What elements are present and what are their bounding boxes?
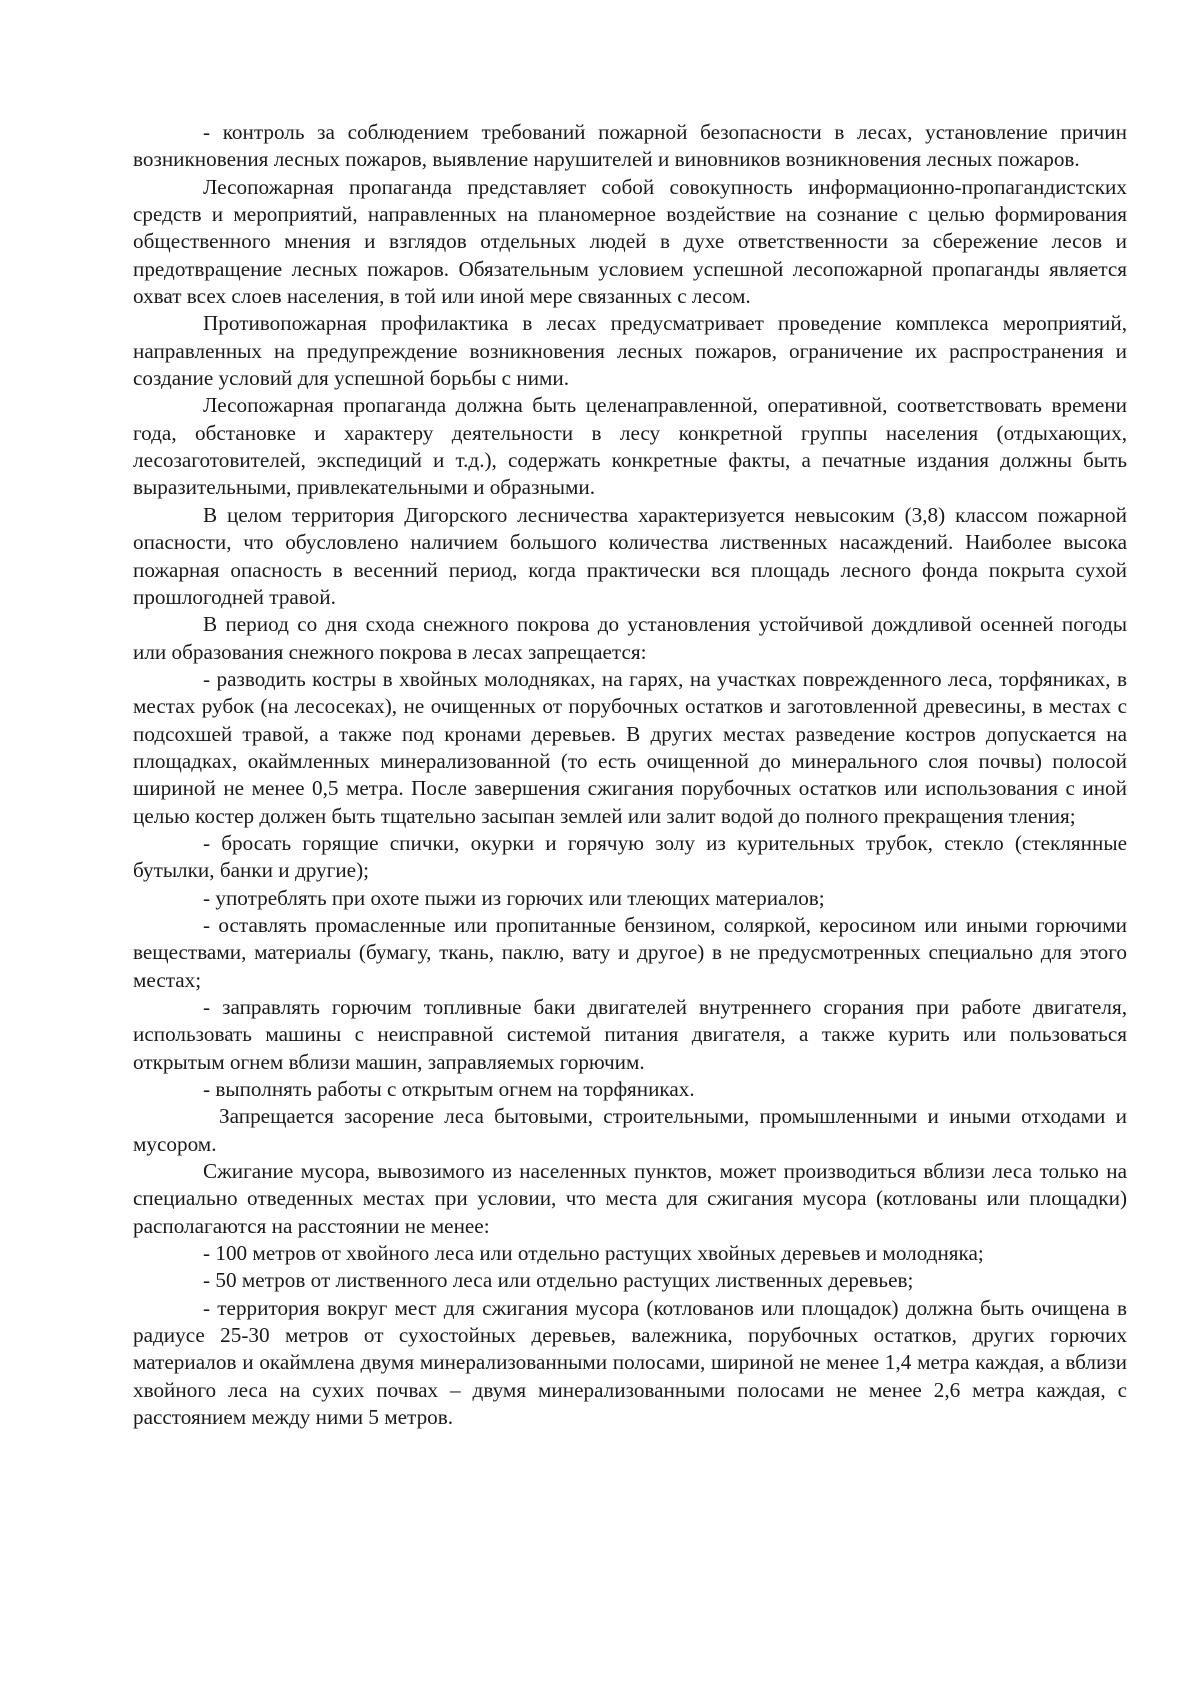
list-item-oily-materials: - оставлять промасленные или пропитанные бензином, соляркой, керосином или иными горючими веществами, материалы (бумагу, ткань, паклю, вату и другое) в не предусмотренных специально для этого местах;	[133, 912, 1127, 992]
list-item-distance-conifer: - 100 метров от хвойного леса или отдельно растущих хвойных деревьев и молодняка;	[203, 1241, 984, 1266]
paragraph-territory-fire-class: В целом территория Дигорского лесничества характеризуется невысоким (3,8) классом пожарной опасности, что обусловлено наличием большого количества лиственных насаждений. Наиболее высока пожарная опасность в весенний период, когда практически вся площадь лесного фонда покрыта сухой прошлогодней травой.	[133, 502, 1127, 609]
list-item-burning-area-clearing: - территория вокруг мест для сжигания мусора (котлованов или площадок) должна быть очищена в радиусе 25-30 метров от сухостойных деревьев, валежника, порубочных остатков, других горючих материалов и окаймлена двумя минерализованными полосами, шириной не менее 1,4 метра каждая, а вблизи хвойного леса на сухих почвах – двумя минерализованными полосами не менее 2,6 метра каждая, с расстоянием между ними 5 метров.	[133, 1295, 1127, 1430]
list-item-campfires: - разводить костры в хвойных молодняках, на гарях, на участках поврежденного леса, торфяниках, в местах рубок (на лесосеках), не очищенных от порубочных остатков и заготовленной древесины, в местах с подсохшей травой, а также под кронами деревьев. В других местах разведение костров допускается на площадках, окаймленных минерализованной (то есть очищенной до минерального слоя почвы) полосой шириной не менее 0,5 метра. После завершения сжигания порубочных остатков или использования с иной целью костер должен быть тщательно засыпан землей или залит водой до полного прекращения тления;	[133, 666, 1127, 828]
list-item-distance-deciduous: - 50 метров от лиственного леса или отдельно растущих лиственных деревьев;	[203, 1268, 914, 1293]
list-item-peat-fire-work: - выполнять работы с открытым огнем на торфяниках.	[203, 1077, 695, 1102]
paragraph-propaganda-requirements: Лесопожарная пропаганда должна быть целенаправленной, оперативной, соответствовать времени года, обстановке и характеру деятельности в лесу конкретной группы населения (отдыхающих, лесозаготовителей, экспедиций и т.д.), содержать конкретные факты, а печатные издания должны быть выразительными, привлекательными и образными.	[133, 393, 1127, 500]
list-item-hunting-wads: - употреблять при охоте пыжи из горючих или тлеющих материалов;	[203, 885, 825, 910]
paragraph-fire-control-item: - контроль за соблюдением требований пожарной безопасности в лесах, установление причин возникновения лесных пожаров, выявление нарушителей и виновников возникновения лесных пожаров.	[133, 120, 1127, 172]
paragraph-garbage-burning: Сжигание мусора, вывозимого из населенных пунктов, может производиться вблизи леса только на специально отведенных местах при условии, что места для сжигания мусора (котлованы или площадки) располагаются на расстоянии не менее:	[133, 1159, 1127, 1238]
paragraph-fire-prevention: Противопожарная профилактика в лесах предусматривает проведение комплекса мероприятий, направленных на предупреждение возникновения лесных пожаров, ограничение их распространения и создание условий для успешной борьбы с ними.	[133, 311, 1127, 391]
list-item-refueling: - заправлять горючим топливные баки двигателей внутреннего сгорания при работе двигателя, использовать машины с неисправной системой питания двигателя, а также курить или пользоваться открытым огнем вблизи машин, заправляемых горючим.	[133, 995, 1127, 1074]
paragraph-fire-propaganda-definition: Лесопожарная пропаганда представляет собой совокупность информационно-пропагандистских средств и мероприятий, направленных на планомерное воздействие на сознание с целью формирования общественного мнения и взглядов отдельных людей в духе ответственности за сбережение лесов и предотвращение лесных пожаров. Обязательным условием успешной лесопожарной пропаганды является охват всех слоев населения, в той или иной мере связанных с лесом.	[133, 174, 1127, 309]
paragraph-littering-prohibited: Запрещается засорение леса бытовыми, строительными, промышленными и иными отходами и мусором.	[133, 1104, 1127, 1156]
paragraph-prohibitions-intro: В период со дня схода снежного покрова до установления устойчивой дождливой осенней погоды или образования снежного покрова в лесах запрещается:	[133, 612, 1127, 664]
document-page	[133, 119, 1127, 1432]
list-item-matches: - бросать горящие спички, окурки и горячую золу из курительных трубок, стекло (стеклянные бутылки, банки и другие);	[133, 830, 1127, 883]
